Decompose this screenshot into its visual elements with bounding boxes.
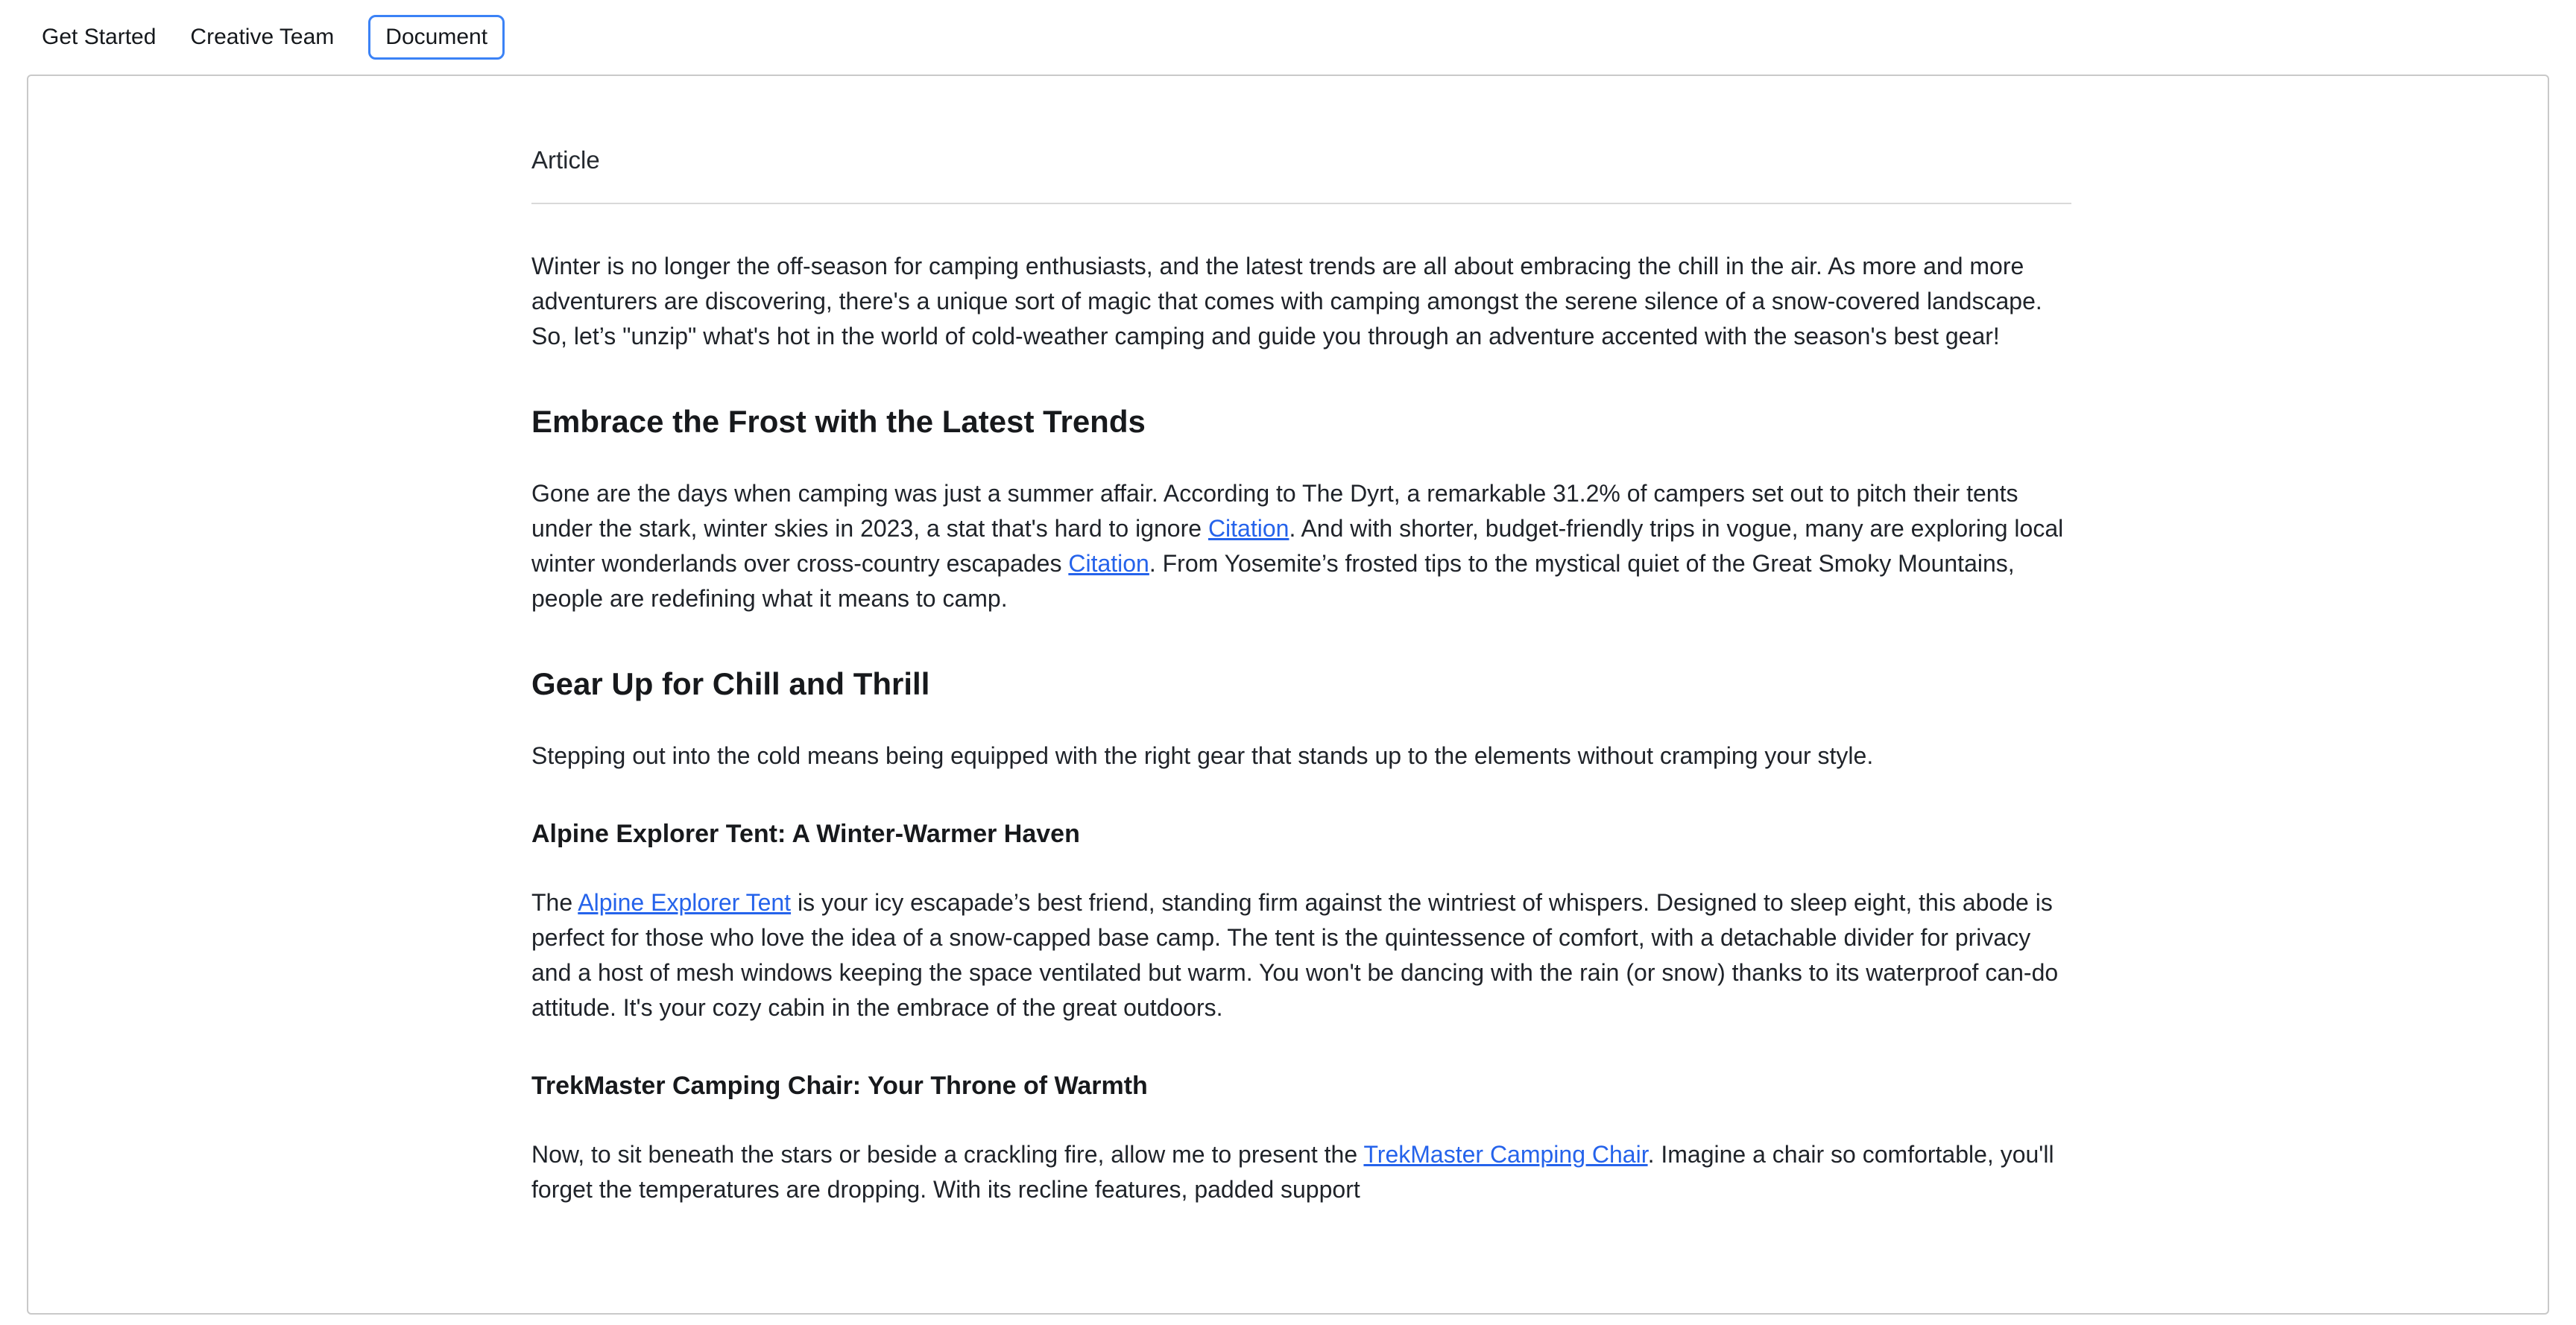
tab-document[interactable]: Document <box>368 15 505 60</box>
paragraph-tent <box>531 885 2071 1025</box>
paragraph-chair <box>531 1137 2071 1207</box>
text-run: Now, to sit beneath the stars or beside a crackling fire, allow me to present the <box>531 1141 1364 1168</box>
document-panel <box>27 75 2549 1315</box>
heading-alpine-explorer-tent: Alpine Explorer Tent: A Winter-Warmer Haven <box>531 820 1080 848</box>
heading-trekmaster-chair: TrekMaster Camping Chair: Your Throne of Warmth <box>531 1072 1148 1100</box>
citation-link-2[interactable]: Citation <box>1068 550 1149 577</box>
alpine-explorer-tent-link[interactable]: Alpine Explorer Tent <box>578 889 792 916</box>
citation-link-1[interactable]: Citation <box>1208 515 1289 542</box>
heading-gear-up: Gear Up for Chill and Thrill <box>531 666 930 701</box>
text-run: Winter is no longer the off-season for camping enthusiasts, and the latest trends are all about embracing the chill in the air. As more and more adventurers are discovering, there's a unique sort of magic that comes with camping amongst the serene silence of a snow-covered landscape. So, let’s "unzip" what's hot in the world of cold-weather camping and guide you through an adventure accented with the season's best gear! <box>531 253 2042 350</box>
divider <box>531 203 2071 204</box>
tab-creative-team[interactable]: Creative Team <box>190 25 335 49</box>
article-label: Article <box>531 146 600 174</box>
paragraph-intro <box>531 249 2071 354</box>
text-run: The <box>531 889 578 916</box>
text-run: is your icy escapade’s best friend, standing firm against the wintriest of whispers. Designed to sleep eight, this abode is perfect for those who love the idea of a snow-capped base camp. The tent is the quintessence of comfort, with a detachable divider for privacy and a host of mesh windows keeping the space ventilated but warm. You won't be dancing with the rain (or snow) thanks to its waterproof can-do attitude. It's your cozy cabin in the embrace of the great outdoors. <box>531 889 2059 1021</box>
heading-embrace-frost: Embrace the Frost with the Latest Trends <box>531 404 1146 439</box>
text-run: . From Yosemite’s frosted tips to the mystical quiet of the Great Smoky Mountains, people are redefining what it means to camp. <box>531 550 2015 612</box>
article-body <box>531 76 2071 1242</box>
trekmaster-camping-chair-link[interactable]: TrekMaster Camping Chair <box>1363 1141 1648 1168</box>
tab-get-started[interactable]: Get Started <box>42 25 157 49</box>
text-run: . And with shorter, budget-friendly trips in vogue, many are exploring local winter wonderlands over cross-country escapades <box>531 515 2064 577</box>
paragraph-gear <box>531 739 2071 774</box>
tab-bar <box>0 0 2576 75</box>
paragraph-trends <box>531 476 2071 616</box>
text-run: Stepping out into the cold means being equipped with the right gear that stands up to the elements without cramping your style. <box>531 742 1874 769</box>
text-run: Gone are the days when camping was just a summer affair. According to The Dyrt, a remarkable 31.2% of campers set out to pitch their tents under the stark, winter skies in 2023, a stat that's hard to ignore <box>531 480 2018 542</box>
text-run: . Imagine a chair so comfortable, you'll forget the temperatures are dropping. With its recline features, padded support <box>531 1141 2054 1203</box>
